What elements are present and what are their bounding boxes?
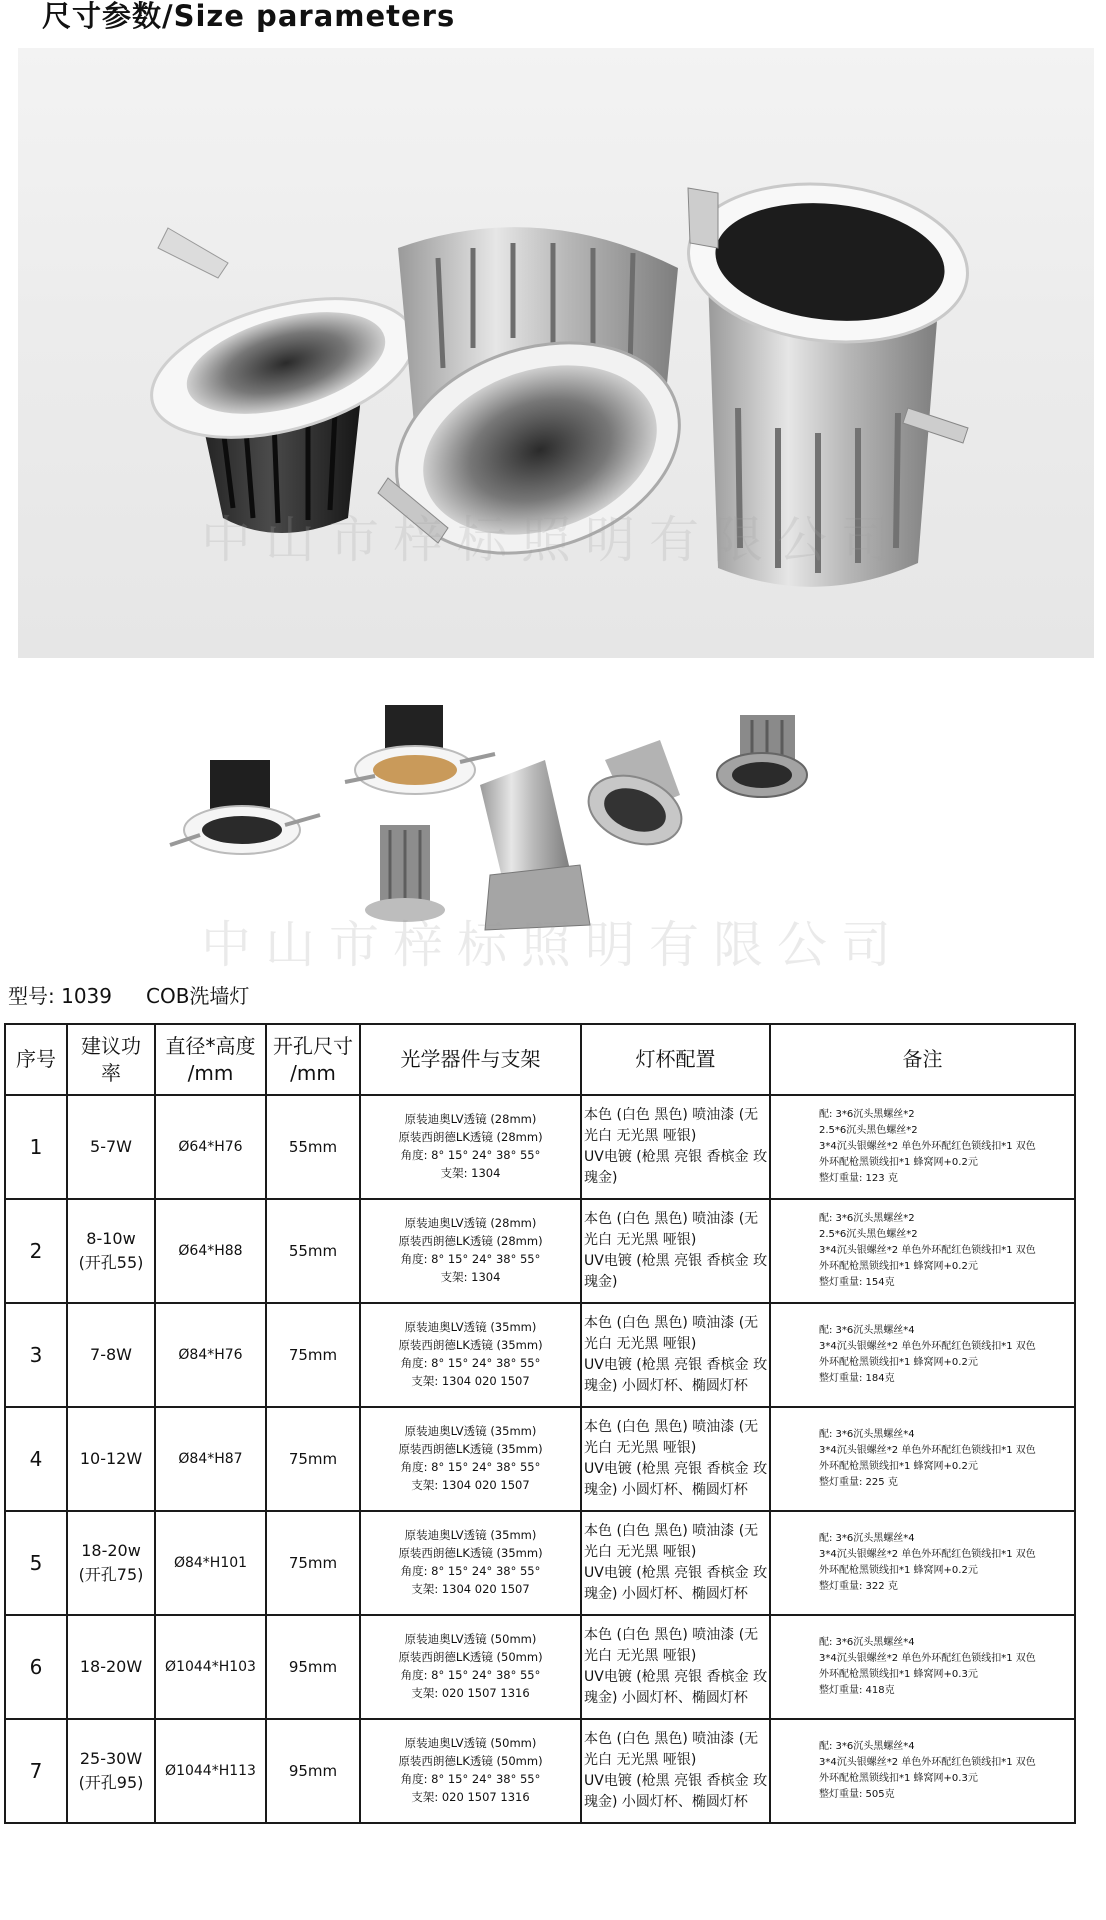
cell-cup-line: 本色 (白色 黑色) 喷油漆 (无 (584, 1731, 759, 1747)
cell-optics-line: 角度: 8° 15° 24° 38° 55° (400, 1668, 541, 1682)
cell-power-line: 18-20w (81, 1541, 141, 1560)
cell-dimension: Ø84*H101 (155, 1511, 266, 1615)
cell-optics-line: 原装迪奥LV透镜 (35mm) (404, 1528, 537, 1543)
cell-optics-line: 支架: 1304 020 1507 (411, 1581, 530, 1596)
cell-notes-line: 外环配枪黑锁线扣*1 蜂窝网+0.2元 (819, 1357, 978, 1368)
cell-notes (770, 1303, 1075, 1407)
cell-optics-line: 原装西朗德LK透镜 (35mm) (398, 1442, 543, 1457)
cell-optics-line: 角度: 8° 15° 24° 38° 55° (400, 1564, 541, 1578)
cell-optics (360, 1719, 581, 1823)
cell-optics (360, 1407, 581, 1511)
cell-notes-line: 外环配枪黑锁线扣*1 蜂窝网+0.3元 (819, 1669, 978, 1680)
table-row (5, 1407, 1075, 1511)
table-row (5, 1095, 1075, 1199)
cell-notes-line: 整灯重量: 154克 (819, 1277, 895, 1288)
cell-notes-line: 外环配枪黑锁线扣*1 蜂窝网+0.3元 (819, 1773, 978, 1784)
cell-cup-line: 光白 无光黑 哑银) (584, 1128, 697, 1144)
cell-cup-line: 本色 (白色 黑色) 喷油漆 (无 (584, 1523, 759, 1539)
cell-cup-line: 光白 无光黑 哑银) (584, 1752, 697, 1768)
cell-notes-line: 配: 3*6沉头黑螺丝*4 (819, 1533, 915, 1544)
cell-optics-line: 原装迪奥LV透镜 (35mm) (404, 1320, 537, 1335)
cell-notes-line: 外环配枪黑锁线扣*1 蜂窝网+0.2元 (819, 1157, 978, 1168)
cell-cup (581, 1303, 770, 1407)
model-line (8, 980, 249, 1009)
cell-index: 6 (5, 1615, 67, 1719)
header-optics: 光学器件与支架 (360, 1024, 581, 1095)
cell-cup-line: 光白 无光黑 哑银) (584, 1232, 697, 1248)
cell-cup-line: 瑰金) (584, 1170, 618, 1186)
header-hole: 开孔尺寸 /mm (266, 1024, 360, 1095)
model-number: 型号: 1039 (8, 984, 112, 1008)
cell-optics-line: 支架: 1304 (440, 1165, 501, 1180)
cell-power-line: 18-20W (79, 1657, 143, 1676)
cell-notes-line: 外环配枪黑锁线扣*1 蜂窝网+0.2元 (819, 1261, 978, 1272)
cell-optics-line: 支架: 020 1507 1316 (411, 1789, 530, 1804)
header-index: 序号 (5, 1024, 67, 1095)
cell-notes-line: 3*4沉头银螺丝*2 单色外环配红色锁线扣*1 双色 (819, 1245, 1036, 1256)
cell-optics-line: 支架: 1304 020 1507 (411, 1477, 530, 1492)
cell-notes-line: 整灯重量: 505克 (819, 1789, 895, 1800)
cell-cup (581, 1719, 770, 1823)
table-row (5, 1615, 1075, 1719)
table-header-row (5, 1024, 1075, 1095)
cell-cup-line: 光白 无光黑 哑银) (584, 1544, 697, 1560)
cell-hole: 95mm (266, 1615, 360, 1719)
cell-optics-line: 原装迪奥LV透镜 (50mm) (404, 1632, 537, 1647)
header-dimension: 直径*高度 /mm (155, 1024, 266, 1095)
header-notes: 备注 (770, 1024, 1075, 1095)
cell-power (67, 1303, 155, 1407)
cell-power (67, 1719, 155, 1823)
cell-notes-line: 3*4沉头银螺丝*2 单色外环配红色锁线扣*1 双色 (819, 1445, 1036, 1456)
cell-notes-line: 3*4沉头银螺丝*2 单色外环配红色锁线扣*1 双色 (819, 1549, 1036, 1560)
cell-optics-line: 原装西朗德LK透镜 (50mm) (398, 1754, 543, 1769)
cell-notes-line: 整灯重量: 123 克 (819, 1173, 898, 1184)
cell-power-line: 7-8W (90, 1345, 132, 1364)
cell-power-line: (开孔95) (78, 1773, 144, 1792)
cell-cup-line: 光白 无光黑 哑银) (584, 1336, 697, 1352)
cell-notes (770, 1199, 1075, 1303)
cell-cup (581, 1407, 770, 1511)
cell-dimension: Ø64*H88 (155, 1199, 266, 1303)
cell-optics (360, 1615, 581, 1719)
cell-optics-line: 原装西朗德LK透镜 (35mm) (398, 1546, 543, 1561)
cell-optics-line: 原装迪奥LV透镜 (28mm) (404, 1112, 537, 1127)
cell-optics-line: 支架: 1304 (440, 1269, 501, 1284)
cell-optics (360, 1199, 581, 1303)
cell-notes-line: 3*4沉头银螺丝*2 单色外环配红色锁线扣*1 双色 (819, 1141, 1036, 1152)
cell-notes-line: 2.5*6沉头黑色螺丝*2 (819, 1125, 918, 1136)
cell-notes (770, 1095, 1075, 1199)
cell-cup-line: 瑰金) 小圆灯杯、椭圆灯杯 (584, 1690, 748, 1706)
cell-cup (581, 1095, 770, 1199)
cell-cup-line: 瑰金) 小圆灯杯、椭圆灯杯 (584, 1378, 748, 1394)
cell-power-line: 25-30W (79, 1749, 143, 1768)
cell-power-line: 5-7W (90, 1137, 132, 1156)
cell-cup-line: UV电镀 (枪黑 亮银 香槟金 玫 (584, 1773, 768, 1789)
cell-index: 4 (5, 1407, 67, 1511)
cell-notes-line: 3*4沉头银螺丝*2 单色外环配红色锁线扣*1 双色 (819, 1653, 1036, 1664)
cell-index: 2 (5, 1199, 67, 1303)
cell-notes (770, 1511, 1075, 1615)
cell-cup-line: 光白 无光黑 哑银) (584, 1440, 697, 1456)
cell-cup-line: 本色 (白色 黑色) 喷油漆 (无 (584, 1419, 759, 1435)
cell-optics-line: 原装西朗德LK透镜 (28mm) (398, 1130, 543, 1145)
cell-hole: 55mm (266, 1095, 360, 1199)
cell-notes-line: 整灯重量: 418克 (819, 1685, 895, 1696)
cell-power (67, 1199, 155, 1303)
cell-optics (360, 1095, 581, 1199)
cell-optics-line: 角度: 8° 15° 24° 38° 55° (400, 1772, 541, 1786)
cell-notes-line: 配: 3*6沉头黑螺丝*4 (819, 1325, 915, 1336)
cell-dimension: Ø84*H87 (155, 1407, 266, 1511)
cell-power (67, 1095, 155, 1199)
cell-dimension: Ø84*H76 (155, 1303, 266, 1407)
table-row (5, 1303, 1075, 1407)
cell-hole: 75mm (266, 1303, 360, 1407)
cell-optics (360, 1303, 581, 1407)
cell-notes-line: 整灯重量: 184克 (819, 1373, 895, 1384)
cell-dimension: Ø64*H76 (155, 1095, 266, 1199)
cell-cup (581, 1199, 770, 1303)
cell-power (67, 1615, 155, 1719)
cell-hole: 75mm (266, 1511, 360, 1615)
cell-power (67, 1511, 155, 1615)
page-heading: 尺寸参数/Size parameters (42, 0, 456, 33)
cell-cup-line: UV电镀 (枪黑 亮银 香槟金 玫 (584, 1565, 768, 1581)
variants-illustration (160, 690, 820, 940)
cell-optics-line: 角度: 8° 15° 24° 38° 55° (400, 1252, 541, 1266)
header-cup: 灯杯配置 (581, 1024, 770, 1095)
spec-table (4, 1023, 1076, 1824)
cell-notes-line: 3*4沉头银螺丝*2 单色外环配红色锁线扣*1 双色 (819, 1757, 1036, 1768)
cell-optics-line: 原装迪奥LV透镜 (35mm) (404, 1424, 537, 1439)
cell-power-line: (开孔55) (78, 1253, 144, 1272)
cell-optics-line: 角度: 8° 15° 24° 38° 55° (400, 1460, 541, 1474)
cell-cup-line: 光白 无光黑 哑银) (584, 1648, 697, 1664)
watermark-text: 中山市梓标照明有限公司 (201, 511, 905, 569)
cell-optics-line: 支架: 1304 020 1507 (411, 1373, 530, 1388)
cell-cup-line: 瑰金) (584, 1274, 618, 1290)
cell-notes-line: 配: 3*6沉头黑螺丝*4 (819, 1741, 915, 1752)
cell-notes (770, 1719, 1075, 1823)
cell-cup (581, 1511, 770, 1615)
cell-cup-line: UV电镀 (枪黑 亮银 香槟金 玫 (584, 1253, 768, 1269)
cell-notes-line: 配: 3*6沉头黑螺丝*2 (819, 1109, 915, 1120)
cell-notes-line: 整灯重量: 322 克 (819, 1581, 898, 1592)
table-row (5, 1719, 1075, 1823)
cell-notes (770, 1615, 1075, 1719)
cell-dimension: Ø1044*H103 (155, 1615, 266, 1719)
cell-hole: 95mm (266, 1719, 360, 1823)
cell-notes (770, 1407, 1075, 1511)
cell-cup (581, 1615, 770, 1719)
cell-hole: 75mm (266, 1407, 360, 1511)
cell-notes-line: 外环配枪黑锁线扣*1 蜂窝网+0.2元 (819, 1565, 978, 1576)
cell-optics (360, 1511, 581, 1615)
cell-optics-line: 支架: 020 1507 1316 (411, 1685, 530, 1700)
cell-notes-line: 配: 3*6沉头黑螺丝*4 (819, 1637, 915, 1648)
cell-notes-line: 配: 3*6沉头黑螺丝*4 (819, 1429, 915, 1440)
cell-power (67, 1407, 155, 1511)
cell-notes-line: 2.5*6沉头黑色螺丝*2 (819, 1229, 918, 1240)
cell-cup-line: 本色 (白色 黑色) 喷油漆 (无 (584, 1315, 759, 1331)
cell-index: 7 (5, 1719, 67, 1823)
table-row (5, 1511, 1075, 1615)
cell-index: 1 (5, 1095, 67, 1199)
cell-hole: 55mm (266, 1199, 360, 1303)
cell-optics-line: 角度: 8° 15° 24° 38° 55° (400, 1148, 541, 1162)
cell-cup-line: 瑰金) 小圆灯杯、椭圆灯杯 (584, 1482, 748, 1498)
cell-optics-line: 原装迪奥LV透镜 (50mm) (404, 1736, 537, 1751)
cell-index: 5 (5, 1511, 67, 1615)
cell-optics-line: 原装西朗德LK透镜 (28mm) (398, 1234, 543, 1249)
cell-index: 3 (5, 1303, 67, 1407)
cell-cup-line: 本色 (白色 黑色) 喷油漆 (无 (584, 1627, 759, 1643)
cell-power-line: 10-12W (79, 1449, 143, 1468)
model-name: COB洗墙灯 (146, 984, 250, 1008)
table-row (5, 1199, 1075, 1303)
cell-optics-line: 原装西朗德LK透镜 (50mm) (398, 1650, 543, 1665)
cell-optics-line: 角度: 8° 15° 24° 38° 55° (400, 1356, 541, 1370)
cell-cup-line: 本色 (白色 黑色) 喷油漆 (无 (584, 1211, 759, 1227)
cell-cup-line: UV电镀 (枪黑 亮银 香槟金 玫 (584, 1669, 768, 1685)
cell-cup-line: 瑰金) 小圆灯杯、椭圆灯杯 (584, 1586, 748, 1602)
cell-cup-line: UV电镀 (枪黑 亮银 香槟金 玫 (584, 1461, 768, 1477)
cell-notes-line: 配: 3*6沉头黑螺丝*2 (819, 1213, 915, 1224)
cell-cup-line: UV电镀 (枪黑 亮银 香槟金 玫 (584, 1149, 768, 1165)
cell-notes-line: 整灯重量: 225 克 (819, 1477, 898, 1488)
cell-notes-line: 外环配枪黑锁线扣*1 蜂窝网+0.2元 (819, 1461, 978, 1472)
product-variants-photo (160, 690, 820, 940)
cell-notes-line: 3*4沉头银螺丝*2 单色外环配红色锁线扣*1 双色 (819, 1341, 1036, 1352)
cell-power-line: (开孔75) (78, 1565, 144, 1584)
cell-cup-line: 本色 (白色 黑色) 喷油漆 (无 (584, 1107, 759, 1123)
watermark-text-2: 中山市梓标照明有限公司 (201, 916, 905, 974)
cell-optics-line: 原装西朗德LK透镜 (35mm) (398, 1338, 543, 1353)
cell-power-line: 8-10w (86, 1229, 136, 1248)
cell-dimension: Ø1044*H113 (155, 1719, 266, 1823)
cell-cup-line: UV电镀 (枪黑 亮银 香槟金 玫 (584, 1357, 768, 1373)
cell-optics-line: 原装迪奥LV透镜 (28mm) (404, 1216, 537, 1231)
header-power: 建议功 率 (67, 1024, 155, 1095)
cell-cup-line: 瑰金) 小圆灯杯、椭圆灯杯 (584, 1794, 748, 1810)
